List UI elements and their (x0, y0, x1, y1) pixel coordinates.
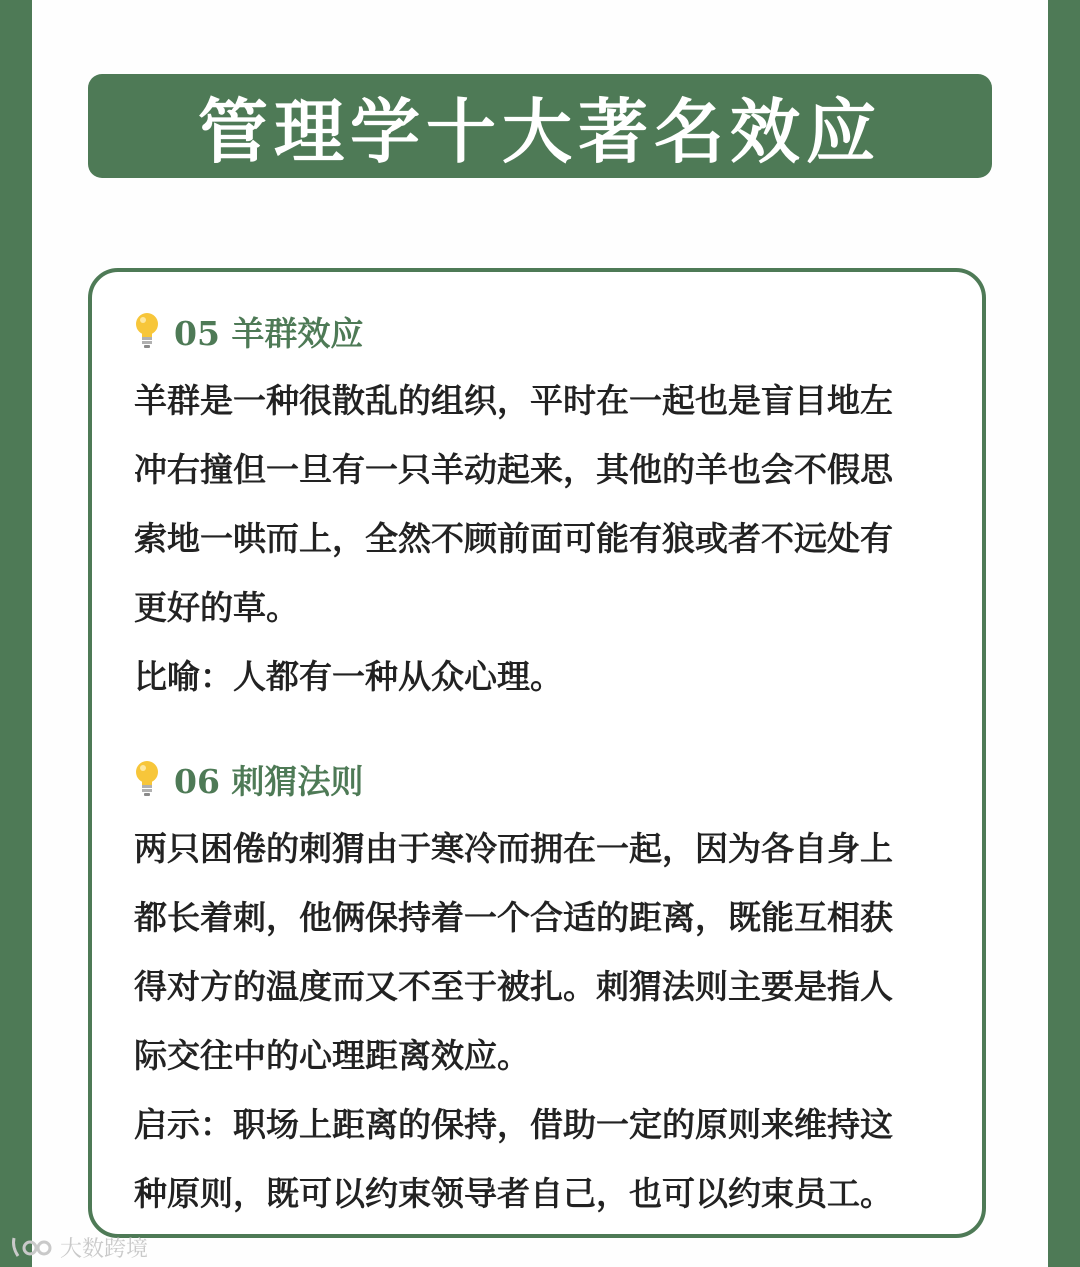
title-banner (88, 74, 992, 178)
doubao-logo-icon (10, 1234, 54, 1260)
page-title: 管理学十大著名效应 (198, 89, 882, 173)
content-card (88, 268, 986, 1238)
section-title: 05 羊群效应 (174, 313, 364, 353)
watermark (10, 1232, 148, 1262)
body-line: 羊群是一种很散乱的组织，平时在一起也是盲目地左 (134, 381, 893, 420)
body-line: 两只困倦的刺猬由于寒冷而拥在一起，因为各自身上 (134, 829, 893, 868)
insight-line: 启示：职场上距离的保持，借助一定的原则来维持这 (134, 1105, 893, 1144)
section-body (134, 366, 964, 711)
section-sheep-effect (134, 306, 964, 711)
section-heading (134, 306, 964, 356)
body-line: 得对方的温度而又不至于被扎。刺猬法则主要是指人 (134, 967, 893, 1006)
body-line: 都长着刺，他俩保持着一个合适的距离，既能互相获 (134, 898, 893, 937)
section-heading (134, 754, 964, 804)
metaphor-line: 比喻：人都有一种从众心理。 (134, 657, 563, 696)
body-line: 际交往中的心理距离效应。 (134, 1036, 530, 1075)
section-body (134, 814, 964, 1228)
body-line: 冲右撞但一旦有一只羊动起来，其他的羊也会不假思 (134, 450, 893, 489)
left-border (0, 0, 32, 1267)
body-line: 更好的草。 (134, 588, 299, 627)
body-line: 索地一哄而上，全然不顾前面可能有狼或者不远处有 (134, 519, 893, 558)
lightbulb-icon (134, 311, 160, 351)
insight-line: 种原则，既可以约束领导者自己，也可以约束员工。 (134, 1174, 893, 1213)
right-border (1048, 0, 1080, 1267)
watermark-text: 大数跨境 (60, 1236, 149, 1262)
lightbulb-icon (134, 759, 160, 799)
section-hedgehog-rule (134, 754, 964, 1228)
section-title: 06 刺猬法则 (174, 761, 364, 801)
